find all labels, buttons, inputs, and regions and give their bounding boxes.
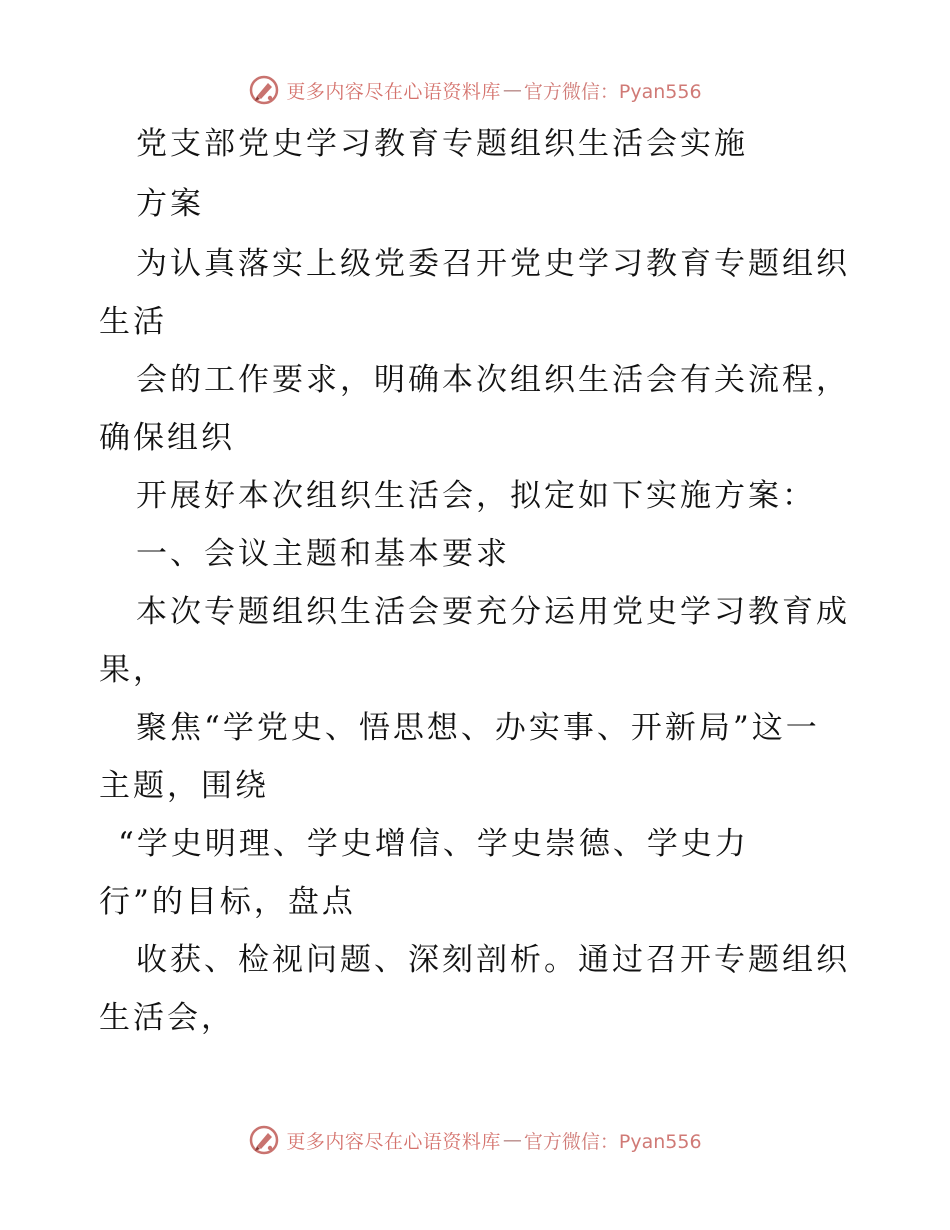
- doc-title-line-1: 党支部党史学习教育专题组织生活会实施: [136, 126, 748, 162]
- doc-paragraph-line: 果，: [99, 652, 167, 688]
- doc-paragraph-line: 本次专题组织生活会要充分运用党史学习教育成: [136, 594, 850, 630]
- watermark-site-text: 更多内容尽在心语资料库: [286, 1130, 501, 1153]
- pen-logo-icon: [248, 74, 280, 106]
- doc-paragraph-line: 为认真落实上级党委召开党史学习教育专题组织: [136, 246, 850, 282]
- pen-logo-icon: [248, 1124, 280, 1156]
- header-watermark: [0, 72, 950, 108]
- watermark-contact-text: 官方微信：Pyan556: [523, 1130, 702, 1153]
- footer-watermark: [0, 1122, 950, 1158]
- watermark-site-text: 更多内容尽在心语资料库: [286, 80, 501, 103]
- doc-paragraph-line: 确保组织: [99, 420, 235, 456]
- doc-paragraph-line: 会的工作要求，明确本次组织生活会有关流程，: [136, 362, 850, 398]
- doc-section-heading: 一、会议主题和基本要求: [136, 536, 510, 572]
- watermark-dash: —: [502, 1129, 522, 1151]
- doc-paragraph-line: 收获、检视问题、深刻剖析。通过召开专题组织: [136, 942, 850, 978]
- doc-paragraph-line: 主题，围绕: [99, 768, 269, 804]
- doc-paragraph-line: 生活: [99, 304, 167, 340]
- doc-paragraph-line: 生活会，: [99, 1000, 235, 1036]
- watermark-contact-text: 官方微信：Pyan556: [523, 80, 702, 103]
- doc-paragraph-line: 开展好本次组织生活会，拟定如下实施方案：: [136, 478, 816, 514]
- watermark-dash: —: [502, 79, 522, 101]
- doc-paragraph-line: 行”的目标，盘点: [99, 884, 356, 920]
- doc-paragraph-line: 聚焦“学党史、悟思想、办实事、开新局”这一: [136, 710, 820, 746]
- doc-paragraph-line: “学史明理、学史增信、学史崇德、学史力: [118, 826, 749, 862]
- doc-title-line-2: 方案: [136, 186, 204, 222]
